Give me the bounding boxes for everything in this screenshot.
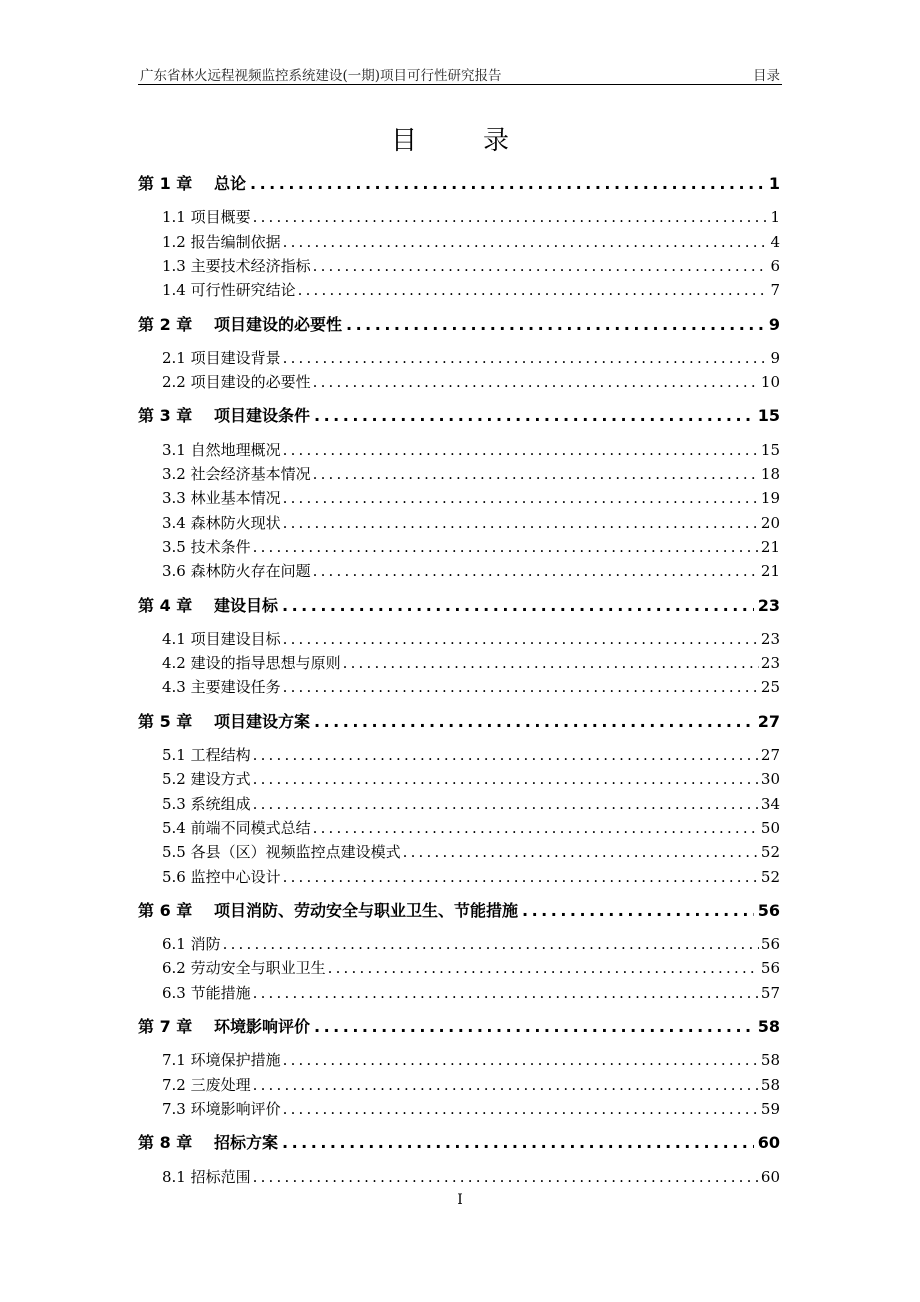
toc-section-label: 5.3 系统组成	[162, 794, 251, 813]
toc-leader-dots	[313, 464, 759, 484]
toc-page-number: 21	[760, 562, 780, 581]
toc-leader-dots	[282, 596, 754, 616]
toc-section-entry[interactable]	[138, 203, 780, 227]
toc-leader-dots	[283, 440, 759, 460]
toc-section-entry[interactable]	[138, 344, 780, 368]
toc-page-number: 27	[757, 711, 780, 731]
header-title: 广东省林火远程视频监控系统建设(一期)项目可行性研究报告	[140, 68, 502, 84]
toc-page-number: 6	[770, 256, 780, 275]
toc-leader-dots	[253, 207, 769, 227]
toc-page-number: 60	[757, 1133, 780, 1153]
toc-leader-dots	[313, 818, 759, 838]
toc-section-entry[interactable]	[138, 814, 780, 838]
toc-leader-dots	[343, 653, 759, 673]
toc-leader-dots	[346, 315, 765, 335]
toc-chapter-entry[interactable]	[138, 708, 780, 732]
toc-section-label: 5.5 各县（区）视频监控点建设模式	[162, 843, 401, 862]
toc-leader-dots	[253, 794, 759, 814]
toc-section-label: 2.1 项目建设背景	[162, 348, 281, 367]
toc-page-number: 60	[760, 1167, 780, 1186]
toc-leader-dots	[283, 1099, 759, 1119]
toc-section-entry[interactable]	[138, 460, 780, 484]
toc-page-number: 30	[760, 770, 780, 789]
toc-chapter-title: 项目建设的必要性	[214, 314, 343, 334]
toc-section-entry[interactable]	[138, 1046, 780, 1070]
toc-section-label: 7.1 环境保护措施	[162, 1051, 281, 1070]
toc-leader-dots	[253, 745, 759, 765]
toc-page-number: 23	[757, 595, 780, 615]
toc-section-entry[interactable]	[138, 276, 780, 300]
toc-chapter-label	[138, 712, 310, 732]
toc-page-number: 15	[757, 406, 780, 426]
toc-section-entry[interactable]	[138, 533, 780, 557]
toc-chapter-number: 第 8 章	[138, 1133, 193, 1153]
toc-section-label: 8.1 招标范围	[162, 1167, 251, 1186]
toc-section-entry[interactable]	[138, 790, 780, 814]
toc-chapter-entry[interactable]	[138, 170, 780, 194]
toc-page-number: 34	[760, 794, 780, 813]
toc-chapter-entry[interactable]	[138, 1129, 780, 1153]
toc-section-entry[interactable]	[138, 979, 780, 1003]
toc-section-label: 1.2 报告编制依据	[162, 232, 281, 251]
toc-page-number: 57	[760, 983, 780, 1002]
toc-section-entry[interactable]	[138, 484, 780, 508]
toc-leader-dots	[283, 867, 759, 887]
toc-section-label: 3.3 林业基本情况	[162, 489, 281, 508]
toc-section-label: 3.5 技术条件	[162, 537, 251, 556]
toc-section-label: 2.2 项目建设的必要性	[162, 373, 311, 392]
toc-leader-dots	[283, 348, 769, 368]
toc-section-label: 3.4 森林防火现状	[162, 513, 281, 532]
toc-leader-dots	[253, 983, 759, 1003]
toc-chapter-label	[138, 1017, 310, 1037]
toc-section-entry[interactable]	[138, 1071, 780, 1095]
toc-leader-dots	[283, 1050, 759, 1070]
toc-chapter-title: 项目消防、劳动安全与职业卫生、节能措施	[214, 900, 519, 920]
toc-page-number: 9	[770, 348, 780, 367]
toc-leader-dots	[313, 372, 759, 392]
toc-section-entry[interactable]	[138, 765, 780, 789]
toc-chapter-entry[interactable]	[138, 1013, 780, 1037]
toc-section-entry[interactable]	[138, 1095, 780, 1119]
toc-leader-dots	[282, 1133, 754, 1153]
toc-section-entry[interactable]	[138, 228, 780, 252]
toc-section-entry[interactable]	[138, 557, 780, 581]
toc-chapter-title: 环境影响评价	[214, 1017, 311, 1036]
toc-chapter-entry[interactable]	[138, 897, 780, 921]
toc-section-label: 7.2 三废处理	[162, 1075, 251, 1094]
toc-page-number: 20	[760, 513, 780, 532]
toc-page-number: 56	[760, 959, 780, 978]
header-section-label: 目录	[753, 68, 780, 84]
toc-section-label: 4.3 主要建设任务	[162, 678, 281, 697]
toc-page-number: 23	[760, 629, 780, 648]
toc-chapter-title: 招标方案	[214, 1133, 279, 1153]
toc-chapter-entry[interactable]	[138, 592, 780, 616]
toc-chapter-number: 第 2 章	[138, 314, 193, 334]
page-number: I	[457, 1192, 463, 1208]
toc-section-entry[interactable]	[138, 1163, 780, 1187]
toc-leader-dots	[314, 1017, 754, 1037]
toc-section-entry[interactable]	[138, 368, 780, 392]
toc-section-label: 3.2 社会经济基本情况	[162, 465, 311, 483]
toc-section-label: 5.2 建设方式	[162, 770, 251, 789]
toc-section-label: 1.4 可行性研究结论	[162, 281, 296, 300]
toc-leader-dots	[313, 256, 769, 276]
toc-chapter-label	[138, 1133, 278, 1153]
toc-leader-dots	[313, 561, 759, 581]
toc-section-label: 5.4 前端不同模式总结	[162, 818, 311, 837]
toc-chapter-title: 项目建设条件	[214, 406, 311, 426]
toc-page-number: 59	[760, 1099, 780, 1118]
toc-page-number: 27	[760, 746, 780, 764]
toc-section-label: 5.6 监控中心设计	[162, 867, 281, 886]
toc-chapter-label	[138, 596, 278, 616]
toc-chapter-title: 建设目标	[214, 595, 279, 615]
toc-section-label: 7.3 环境影响评价	[162, 1099, 281, 1118]
toc-page-number: 23	[760, 654, 780, 673]
toc-chapter-label	[138, 315, 342, 335]
toc-page-number: 50	[760, 818, 780, 837]
toc-section-entry[interactable]	[138, 649, 780, 673]
toc-leader-dots	[253, 1075, 759, 1095]
toc-page-number: 9	[768, 314, 780, 334]
toc-page-number: 7	[770, 281, 780, 300]
toc-section-entry[interactable]	[138, 930, 780, 954]
toc-chapter-label	[138, 174, 246, 194]
toc-chapter-number: 第 4 章	[138, 595, 193, 615]
toc-page-number: 4	[770, 232, 780, 251]
toc-page-number: 19	[760, 489, 780, 508]
toc-leader-dots	[283, 629, 759, 649]
toc-page-number: 25	[760, 678, 780, 697]
toc-section-label: 6.1 消防	[162, 935, 221, 954]
toc-section-label: 1.1 项目概要	[162, 208, 251, 227]
toc-chapter-number: 第 3 章	[138, 406, 193, 426]
toc-page-number: 56	[757, 900, 780, 920]
toc-leader-dots	[314, 712, 754, 732]
toc-leader-dots	[328, 958, 759, 978]
toc-chapter-title: 总论	[214, 174, 247, 193]
toc-title: 目 录	[390, 126, 529, 156]
toc-page-number: 1	[768, 174, 780, 193]
toc-section-entry[interactable]	[138, 954, 780, 978]
toc-chapter-label	[138, 901, 518, 921]
toc-leader-dots	[250, 174, 765, 194]
toc-page-number: 21	[760, 537, 780, 556]
toc-page-number: 58	[757, 1017, 780, 1036]
toc-page-number: 52	[760, 867, 780, 886]
toc-chapter-label	[138, 406, 310, 426]
toc-page-number: 1	[770, 208, 780, 227]
toc-section-entry[interactable]	[138, 436, 780, 460]
toc-chapter-number: 第 7 章	[138, 1017, 193, 1036]
toc-leader-dots	[253, 1167, 759, 1187]
toc-leader-dots	[253, 537, 759, 557]
toc-section-label: 1.3 主要技术经济指标	[162, 256, 311, 275]
toc-section-entry[interactable]	[138, 741, 780, 765]
toc-section-entry[interactable]	[138, 673, 780, 697]
toc-page-number: 56	[760, 935, 780, 954]
toc-section-label: 4.2 建设的指导思想与原则	[162, 654, 341, 673]
toc-leader-dots	[283, 677, 759, 697]
toc-leader-dots	[283, 232, 769, 252]
toc-leader-dots	[314, 406, 754, 426]
toc-page-number: 18	[760, 465, 780, 483]
toc-section-entry[interactable]	[138, 252, 780, 276]
toc-leader-dots	[522, 901, 754, 921]
toc-section-label: 3.1 自然地理概况	[162, 440, 281, 459]
toc-page-number: 52	[760, 843, 780, 862]
toc-chapter-entry[interactable]	[138, 311, 780, 335]
toc-leader-dots	[298, 280, 769, 300]
toc-leader-dots	[223, 934, 759, 954]
toc-section-label: 6.3 节能措施	[162, 983, 251, 1002]
page-header	[138, 62, 782, 85]
toc-section-entry[interactable]	[138, 838, 780, 862]
toc-page-number: 15	[760, 440, 780, 459]
toc-page-number: 58	[760, 1051, 780, 1070]
toc-leader-dots	[253, 769, 759, 789]
toc-section-entry[interactable]	[138, 863, 780, 887]
toc-section-entry[interactable]	[138, 625, 780, 649]
toc-leader-dots	[283, 513, 759, 533]
toc-section-entry[interactable]	[138, 509, 780, 533]
toc-leader-dots	[403, 842, 759, 862]
toc-section-label: 6.2 劳动安全与职业卫生	[162, 959, 326, 978]
toc-section-label: 4.1 项目建设目标	[162, 629, 281, 648]
toc-section-label: 5.1 工程结构	[162, 746, 251, 764]
toc-leader-dots	[283, 488, 759, 508]
toc-section-label: 3.6 森林防火存在问题	[162, 562, 311, 581]
toc-chapter-number: 第 6 章	[138, 900, 193, 920]
toc-chapter-entry[interactable]	[138, 402, 780, 426]
toc-page-number: 58	[760, 1075, 780, 1094]
toc-chapter-title: 项目建设方案	[214, 711, 311, 731]
toc-chapter-number: 第 5 章	[138, 711, 193, 731]
toc-page-number: 10	[760, 373, 780, 392]
toc-chapter-number: 第 1 章	[138, 174, 193, 193]
